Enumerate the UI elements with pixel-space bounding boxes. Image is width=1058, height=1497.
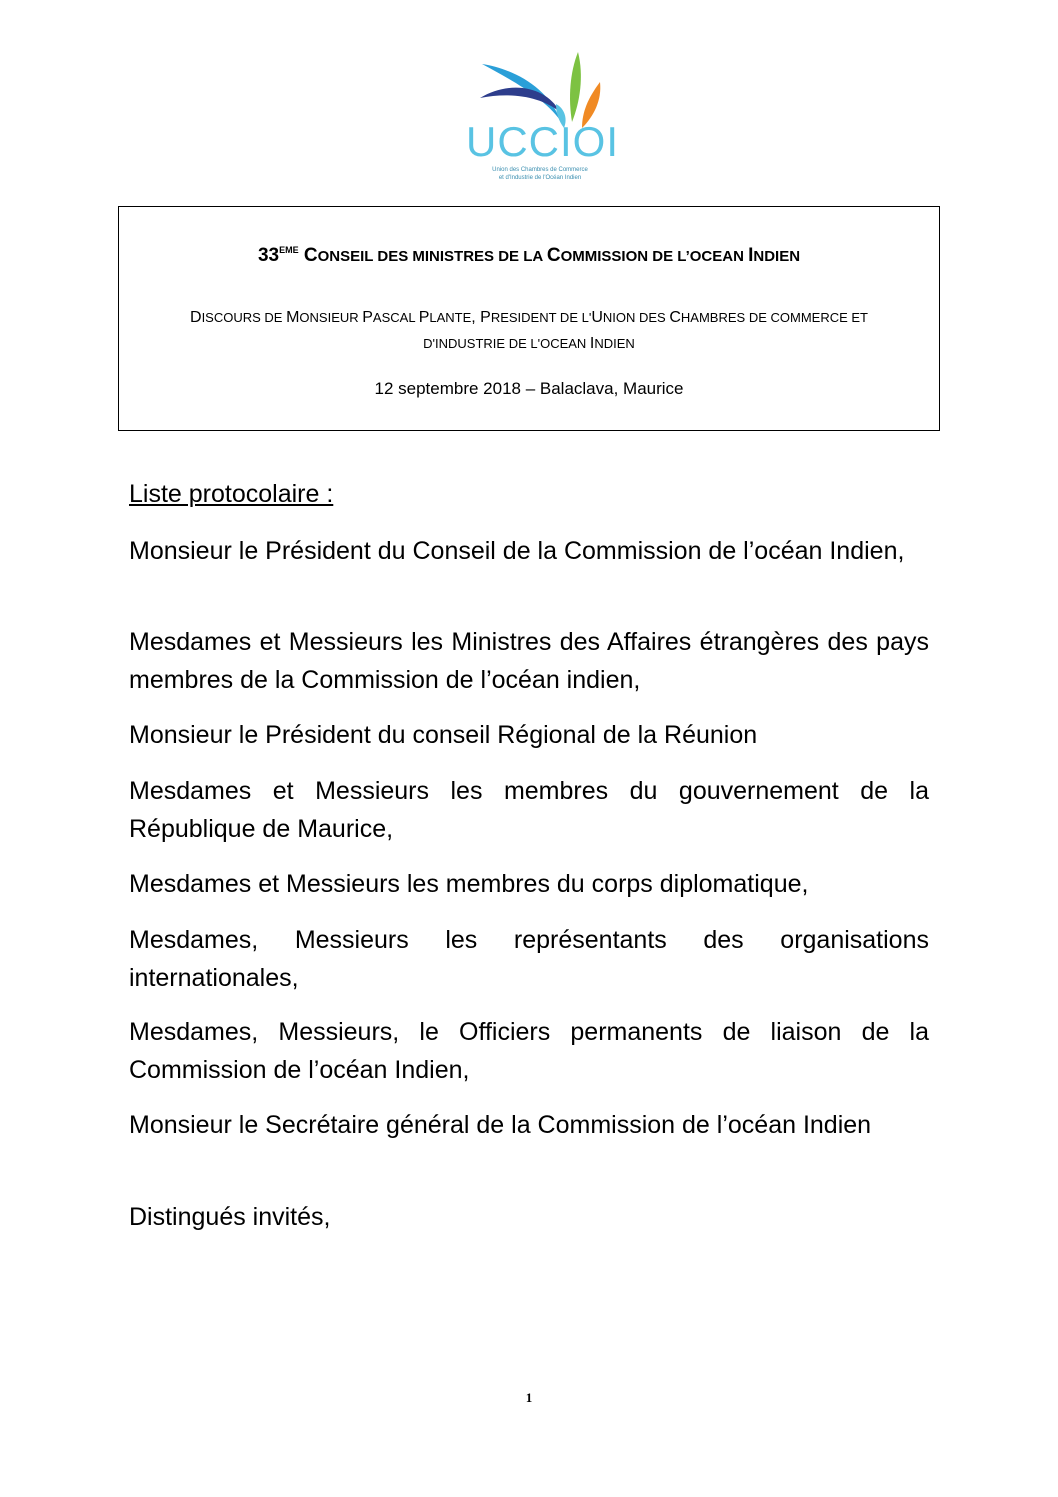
header-box: [118, 206, 940, 431]
protocol-item: Mesdames et Messieurs les membres du corps diplomatique,: [129, 870, 809, 898]
logo-subtitle: Union des Chambres de Commerce et d'Industrie de l'Océan Indien: [492, 167, 588, 181]
protocol-item: Mesdames, Messieurs, le Officiers permanents de liaison de la Commission de l’océan Indien,: [129, 1018, 929, 1084]
protocol-item: Monsieur le Président du Conseil de la Commission de l’océan Indien,: [129, 537, 905, 565]
speech-date-location: 12 septembre 2018 – Balaclava, Maurice: [374, 379, 684, 398]
logo-wordmark: UCCIOI: [466, 118, 619, 165]
protocol-item: Distingués invités,: [129, 1203, 331, 1231]
document-title: 33EME CONSEIL DES MINISTRES DE LA COMMISSION DE L’OCEAN INDIEN: [257, 245, 801, 266]
protocol-item: Mesdames et Messieurs les Ministres des Affaires étrangères des pays membres de la Commission de l’océan indien,: [129, 628, 929, 694]
page-number: 1: [525, 1390, 533, 1405]
protocol-item: Monsieur le Président du conseil Régional de la Réunion: [129, 721, 758, 749]
list-heading: Liste protocolaire :: [129, 480, 334, 508]
uccioi-logo: [460, 46, 620, 186]
protocol-item: Monsieur le Secrétaire général de la Commission de l’océan Indien: [129, 1111, 872, 1139]
protocol-item: Mesdames et Messieurs les membres du gouvernement de la République de Maurice,: [129, 777, 929, 843]
speech-subtitle: DISCOURS DE MONSIEUR PASCAL PLANTE, PRESIDENT DE L'UNION DES CHAMBRES DE COMMERCE ET D'INDUSTRIE DE L'OCEAN INDIEN: [190, 309, 868, 352]
protocol-item: Mesdames, Messieurs les représentants des organisations internationales,: [129, 926, 929, 992]
